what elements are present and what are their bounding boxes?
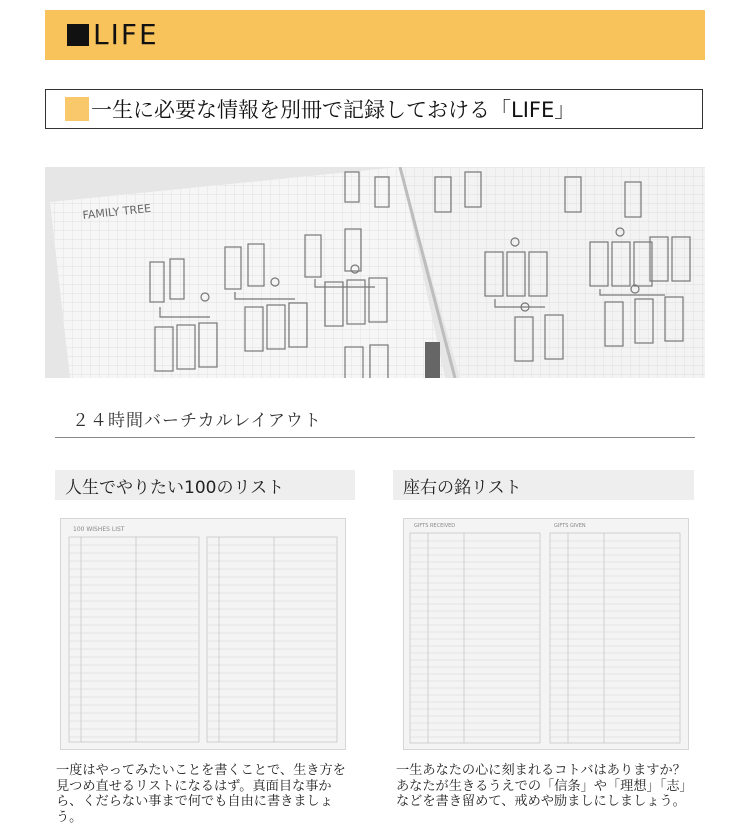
- mottos-sheet-title-right: GIFTS GIVEN: [554, 523, 586, 529]
- page-title: LIFE: [93, 18, 159, 51]
- header-square-icon: [67, 24, 89, 46]
- family-tree-illustration: [45, 167, 705, 378]
- wishes-description: 一度はやってみたいことを書くことで、生き方を見つめ直せるリストになるはず。真面目な事から、くだらない事まで何でも自由に書きましょう。: [56, 763, 346, 825]
- subtitle-square-icon: [65, 97, 89, 121]
- wishes-list-sheet: [60, 518, 346, 750]
- panel-label-wishes: 人生でやりたい100のリスト: [55, 470, 355, 500]
- photo-page-heading: FAMILY TREE: [81, 201, 152, 222]
- subtitle-text: 一生に必要な情報を別冊で記録しておける「LIFE」: [91, 98, 576, 122]
- wishes-list-illustration: [61, 519, 345, 749]
- mottos-list-sheet: [403, 518, 689, 750]
- section-heading: ２４時間バーチカルレイアウト: [72, 411, 322, 431]
- mottos-sheet-title-left: GIFTS RECEIVED: [414, 523, 456, 529]
- section-divider: [55, 437, 695, 438]
- header-bar: [45, 10, 705, 60]
- mottos-description: 一生あなたの心に刻まれるコトバはありますか？あなたが生きるうえでの「信条」や「理想」「志」などを書き留めて、戒めや励ましにしましょう。: [396, 763, 693, 809]
- family-tree-photo: [45, 167, 705, 378]
- subtitle-box: [45, 89, 703, 129]
- wishes-sheet-title: 100 WISHES LIST: [73, 526, 125, 533]
- panel-label-mottos: 座右の銘リスト: [393, 470, 694, 500]
- mottos-list-illustration: [404, 519, 688, 749]
